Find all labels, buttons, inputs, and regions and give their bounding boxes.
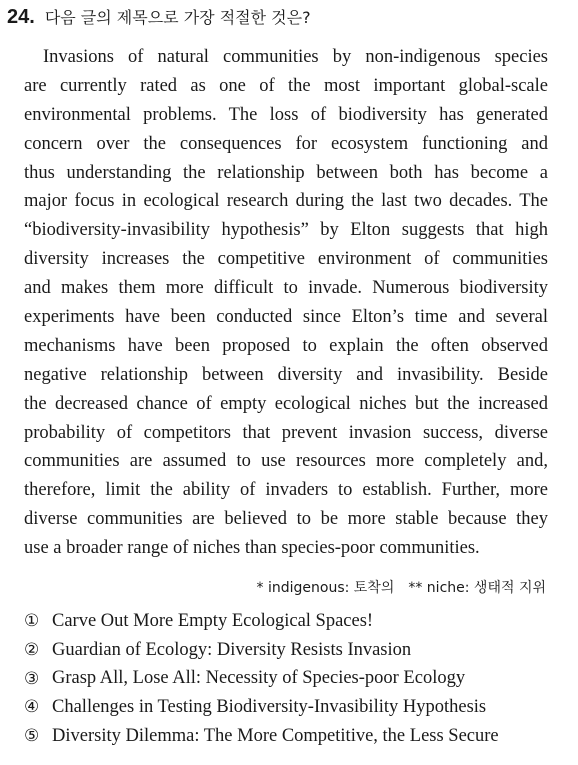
glossary-footnote	[257, 577, 546, 599]
passage-line: probability of competitors that prevent invasion success, diverse	[24, 422, 548, 443]
passage-line: diverse communities are believed to be more stable because they	[24, 509, 548, 530]
answer-option-5[interactable]	[24, 722, 554, 751]
passage-line: mechanisms have been proposed to explain the often observed	[24, 335, 548, 356]
glossary-item: * indigenous: 토착의	[256, 580, 395, 596]
passage-line: negative relationship between diversity and invasibility. Beside	[24, 364, 548, 385]
option-marker: ④	[24, 697, 40, 718]
passage-line: are currently rated as one of the most important global-scale	[24, 75, 548, 96]
passage-line: use a broader range of niches than species-poor communities.	[24, 538, 480, 559]
option-marker: ③	[24, 668, 40, 689]
passage-line: communities are assumed to use resources more completely and,	[24, 451, 548, 472]
answer-option-2[interactable]	[24, 636, 554, 665]
passage-line: diversity increases the competitive environment of communities	[24, 249, 548, 270]
option-text: Grasp All, Lose All: Necessity of Species-poor Ecology	[52, 668, 466, 689]
passage-line: thus understanding the relationship between both has become a	[24, 162, 548, 183]
passage-line: and makes them more difficult to invade. Numerous biodiversity	[24, 278, 548, 299]
option-marker: ①	[24, 611, 40, 632]
answer-option-3[interactable]	[24, 664, 554, 693]
passage-line: environmental problems. The loss of biodiversity has generated	[24, 104, 548, 125]
option-marker: ⑤	[24, 726, 40, 747]
answer-option-1[interactable]	[24, 607, 554, 636]
answer-option-4[interactable]	[24, 693, 554, 722]
passage-line: concern over the consequences for ecosystem functioning and	[24, 133, 548, 154]
option-text: Guardian of Ecology: Diversity Resists Invasion	[52, 639, 412, 660]
option-text: Carve Out More Empty Ecological Spaces!	[52, 610, 374, 631]
passage-line: “biodiversity-invasibility hypothesis” by Elton suggests that high	[24, 220, 548, 241]
passage-line: the decreased chance of empty ecological niches but the increased	[24, 393, 548, 414]
option-text: Diversity Dilemma: The More Competitive, the Less Secure	[52, 725, 499, 746]
question-prompt: 다음 글의 제목으로 가장 적절한 것은?	[44, 8, 311, 27]
passage-line: therefore, limit the ability of invaders to establish. Further, more	[24, 480, 548, 501]
passage-line: major focus in ecological research during the last two decades. The	[24, 191, 548, 212]
option-text: Challenges in Testing Biodiversity-Invasibility Hypothesis	[52, 696, 487, 717]
passage-line: experiments have been conducted since Elton’s time and several	[24, 307, 548, 328]
passage-line: Invasions of natural communities by non-indigenous species	[43, 47, 548, 67]
question-number: 24.	[7, 6, 35, 28]
reading-passage	[24, 43, 548, 563]
option-marker: ②	[24, 640, 40, 661]
glossary-item: ** niche: 생태적 지위	[408, 580, 546, 596]
answer-options	[24, 607, 554, 750]
question-header	[7, 4, 311, 31]
